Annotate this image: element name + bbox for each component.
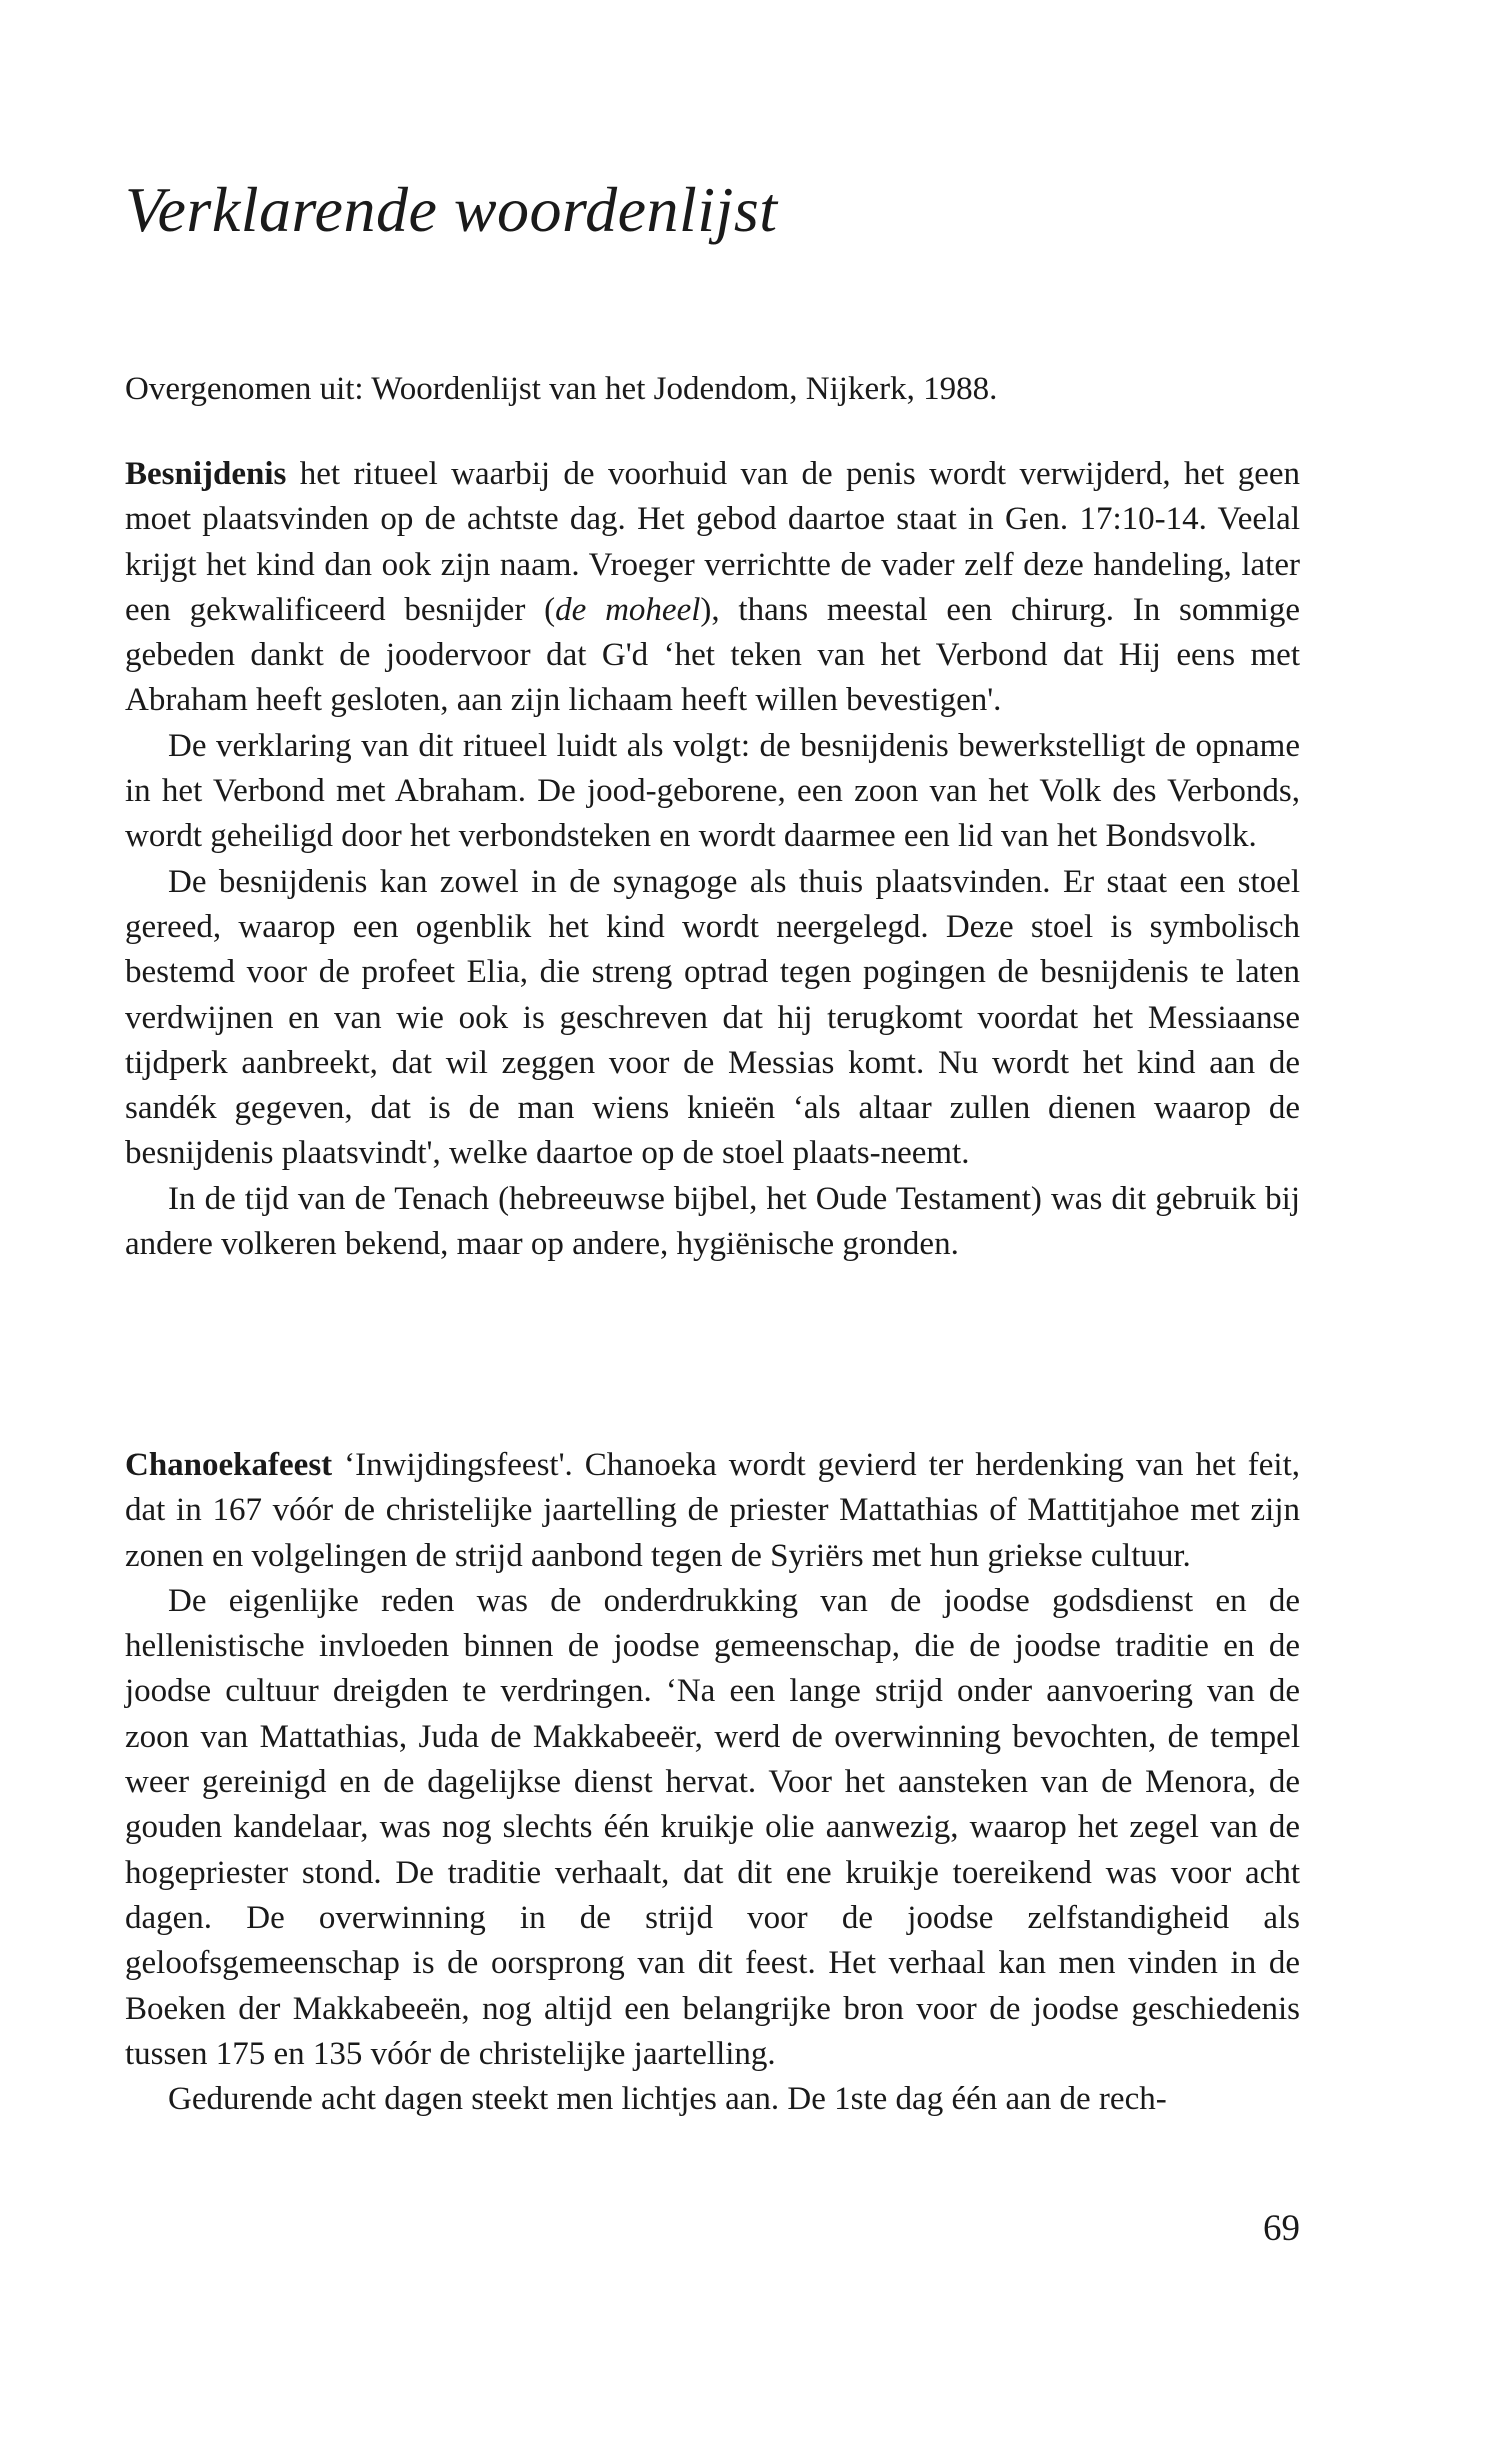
entry-paragraph: In de tijd van de Tenach (hebreeuwse bijbel, het Oude Testament) was dit gebruik bij andere volkeren bekend, maar op andere, hygiënische gronden. bbox=[125, 1180, 1300, 1263]
glossary-entry-chanoekafeest bbox=[125, 1443, 1300, 2122]
entry-emphasis: de moheel bbox=[555, 591, 701, 628]
source-note: Overgenomen uit: Woordenlijst van het Jodendom, Nijkerk, 1988. bbox=[125, 371, 998, 407]
page-number: 69 bbox=[1263, 2208, 1300, 2249]
entry-paragraph: De eigenlijke reden was de onderdrukking van de joodse godsdienst en de hellenistische invloeden binnen de joodse gemeenschap, die de joodse traditie en de joodse cultuur dreigden te verdringen. ‘Na een lange strijd onder aanvoering van de zoon van Mattathias, Juda de Makkabeeër, werd de overwinning bevochten, de tempel weer gereinigd en de dagelijkse dienst hervat. Voor het aansteken van de Menora, de gouden kandelaar, was nog slechts één kruikje olie aanwezig, waarop het zegel van de hogepriester stond. De traditie verhaalt, dat dit ene kruikje toereikend was voor acht dagen. De overwinning in de strijd voor de joodse zelfstandigheid als geloofsgemeenschap is de oorsprong van dit feest. Het verhaal kan men vinden in de Boeken der Makkabeeën, nog altijd een belangrijke bron voor de joodse geschiedenis tussen 175 en 135 vóór de christelijke jaartelling. bbox=[125, 1582, 1300, 2072]
entry-term: Chanoekafeest bbox=[125, 1447, 333, 1483]
entry-text: het ritueel waarbij de voorhuid van de penis wordt verwijderd, het geen moet plaatsvinden op de achtste dag. Het gebod daartoe staat in Gen. 17:10-14. Veelal krijgt het kind dan ook zijn naam. Vroeger verrichtte de vader zelf deze handeling, later een gekwalificeerd besnijder ( bbox=[125, 456, 1300, 628]
page-title: Verklarende woordenlijst bbox=[125, 174, 778, 245]
entry-paragraph bbox=[125, 452, 1300, 724]
entry-text: ), thans meestal een chirurg. In sommige gebeden dankt de joodervoor dat G'd ‘het teken van het Verbond dat Hij eens met Abraham heeft gesloten, aan zijn lichaam heeft willen bevestigen'. bbox=[125, 591, 1300, 719]
glossary-entry-besnijdenis bbox=[125, 452, 1300, 1267]
entry-paragraph bbox=[125, 1443, 1300, 1579]
entry-term: Besnijdenis bbox=[125, 456, 287, 492]
entry-paragraph: Gedurende acht dagen steekt men lichtjes aan. De 1ste dag één aan de rech- bbox=[168, 2081, 1167, 2118]
entry-text: ‘Inwijdingsfeest'. Chanoeka wordt gevierd ter herdenking van het feit, dat in 167 vóór de christelijke jaartelling de priester Mattathias of Mattitjahoe met zijn zonen en volgelingen de strijd aanbond tegen de Syriërs met hun griekse cultuur. bbox=[125, 1447, 1300, 1574]
entry-paragraph: De verklaring van dit ritueel luidt als volgt: de besnijdenis bewerkstelligt de opname in het Verbond met Abraham. De jood-geborene, een zoon van het Volk des Verbonds, wordt geheiligd door het verbondsteken en wordt daarmee een lid van het Bondsvolk. bbox=[125, 727, 1300, 855]
entry-paragraph: De besnijdenis kan zowel in de synagoge als thuis plaatsvinden. Er staat een stoel gereed, waarop een ogenblik het kind wordt neergelegd. Deze stoel is symbolisch bestemd voor de profeet Elia, die streng optrad tegen pogingen de besnijdenis te laten verdwijnen en van wie ook is geschreven dat hij terugkomt voordat het Messiaanse tijdperk aanbreekt, dat wil zeggen voor de Messias komt. Nu wordt het kind aan de sandék gegeven, dat is de man wiens knieën ‘als altaar zullen dienen waarop de besnijdenis plaatsvindt', welke daartoe op de stoel plaats-neemt. bbox=[125, 863, 1300, 1172]
